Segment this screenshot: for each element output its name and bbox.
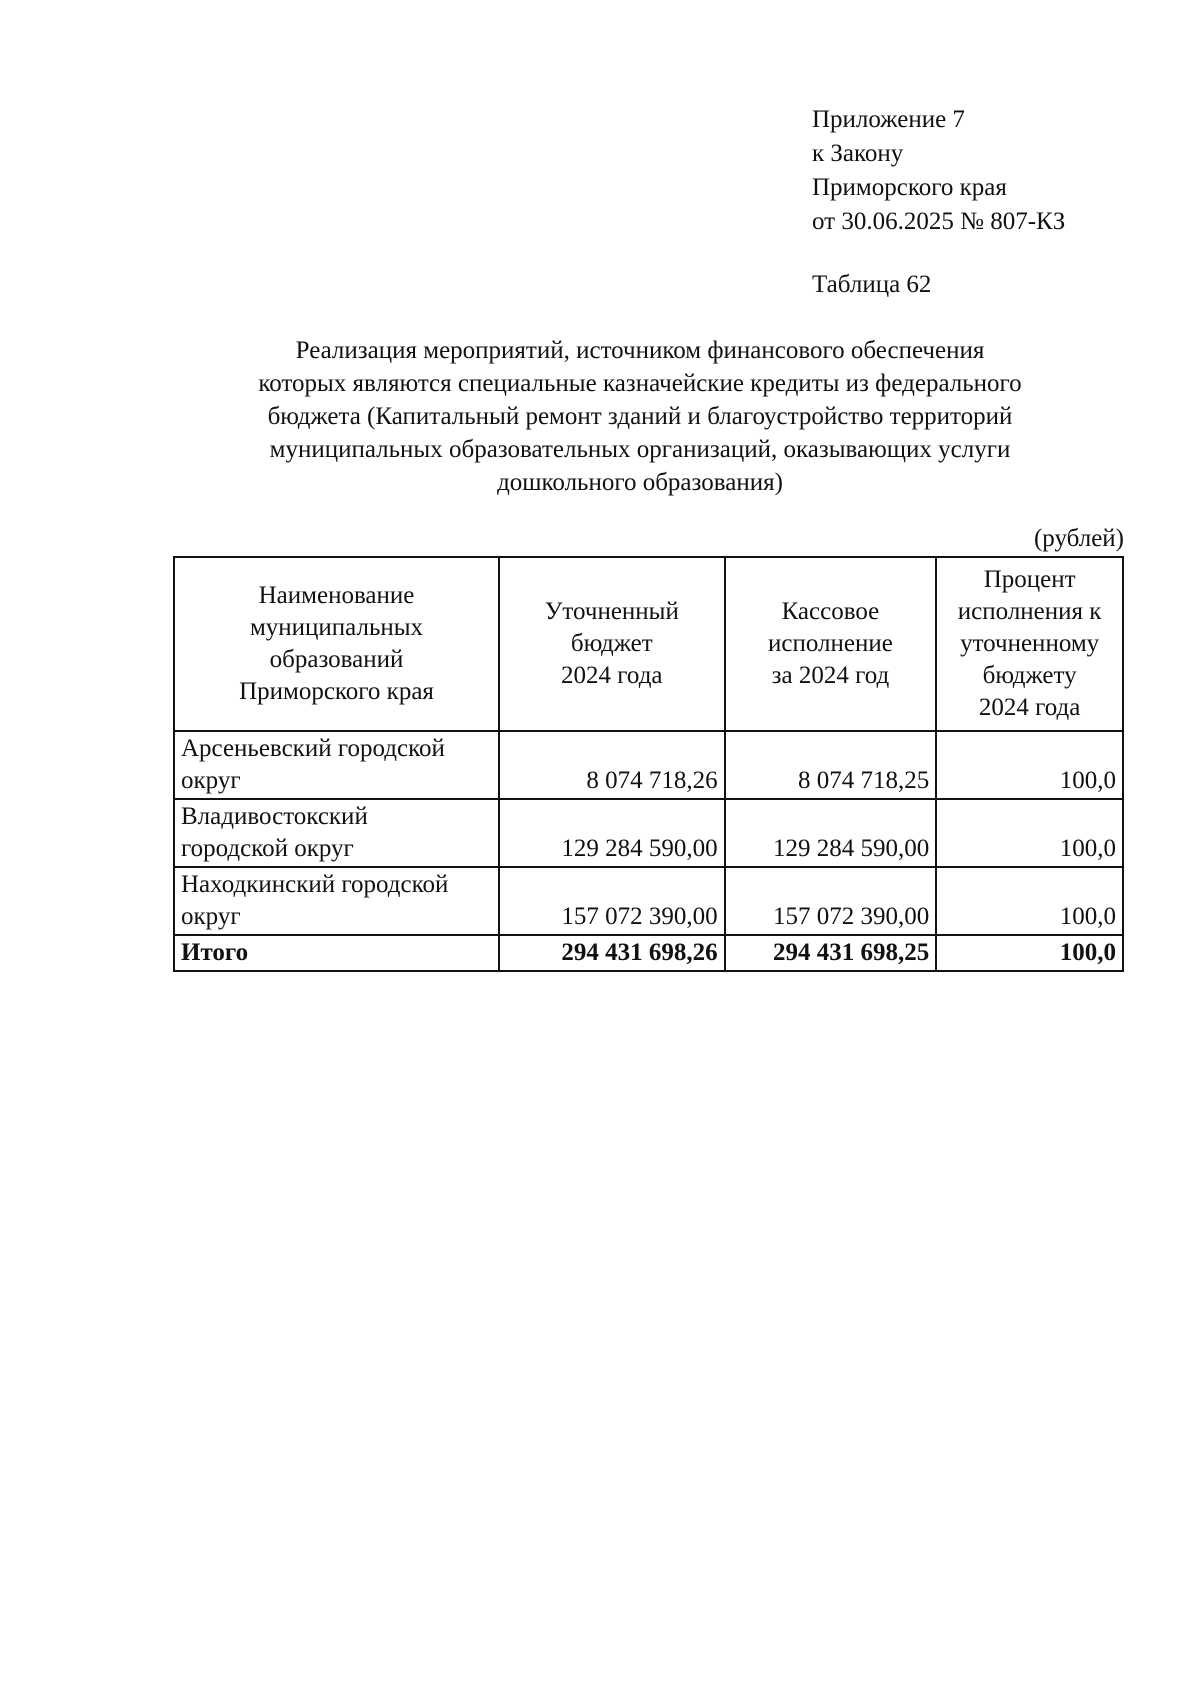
executed-value: 157 072 390,00 <box>725 867 937 935</box>
header-line: Приморского края <box>239 678 434 705</box>
header-line: бюджет <box>570 630 653 657</box>
title-line: которых являются специальные казначейские кредиты из федерального <box>258 370 1022 397</box>
table-number: Таблица 62 <box>812 271 932 298</box>
header-line: уточненному <box>960 630 1100 657</box>
column-header-budget <box>499 557 725 731</box>
total-budget-value: 294 431 698,26 <box>499 935 725 971</box>
name-line: городской округ <box>181 835 354 862</box>
table-row <box>174 731 1123 799</box>
total-percent-value: 100,0 <box>936 935 1123 971</box>
total-row <box>174 935 1123 971</box>
header-line: бюджету <box>982 662 1077 689</box>
title-line: дошкольного образования) <box>497 469 783 496</box>
document-title <box>160 334 1120 499</box>
header-line: Кассовое <box>781 598 880 625</box>
appendix-line: Приложение 7 <box>812 106 965 133</box>
appendix-line: от 30.06.2025 № 807-КЗ <box>812 208 1066 235</box>
name-line: Арсеньевский городской <box>181 735 445 762</box>
name-line: Находкинский городской <box>181 871 449 898</box>
column-header-percent <box>936 557 1123 731</box>
table-row <box>174 799 1123 867</box>
header-line: исполнения к <box>957 598 1102 625</box>
executed-value: 8 074 718,25 <box>725 731 937 799</box>
table-row <box>174 867 1123 935</box>
header-line: Наименование <box>258 582 415 609</box>
header-line: 2024 года <box>561 662 663 689</box>
table-header-row <box>174 557 1123 731</box>
percent-value: 100,0 <box>936 731 1123 799</box>
total-label: Итого <box>174 935 499 971</box>
header-line: исполнение <box>767 630 893 657</box>
header-line: за 2024 год <box>771 662 890 689</box>
title-line: бюджета (Капитальный ремонт зданий и благоустройство территорий <box>267 403 1013 430</box>
appendix-reference <box>812 103 1065 239</box>
total-executed-value: 294 431 698,25 <box>725 935 937 971</box>
municipality-name <box>174 867 499 935</box>
budget-value: 8 074 718,26 <box>499 731 725 799</box>
header-line: Уточненный <box>544 598 679 625</box>
header-line: 2024 года <box>978 694 1081 721</box>
name-line: округ <box>181 903 241 930</box>
header-line: образований <box>269 646 404 673</box>
title-line: муниципальных образовательных организаций, оказывающих услуги <box>269 436 1011 463</box>
header-line: Процент <box>983 566 1076 593</box>
units-label: (рублей) <box>1033 525 1124 552</box>
header-line: муниципальных <box>249 614 424 641</box>
budget-value: 157 072 390,00 <box>499 867 725 935</box>
municipality-name <box>174 799 499 867</box>
percent-value: 100,0 <box>936 867 1123 935</box>
budget-table <box>173 556 1124 972</box>
appendix-line: Приморского края <box>812 174 1007 201</box>
column-header-executed <box>725 557 937 731</box>
budget-value: 129 284 590,00 <box>499 799 725 867</box>
percent-value: 100,0 <box>936 799 1123 867</box>
column-header-municipality <box>174 557 499 731</box>
name-line: округ <box>181 767 241 794</box>
appendix-line: к Закону <box>812 140 904 167</box>
executed-value: 129 284 590,00 <box>725 799 937 867</box>
municipality-name <box>174 731 499 799</box>
title-line: Реализация мероприятий, источником финансового обеспечения <box>295 337 985 364</box>
name-line: Владивостокский <box>181 803 368 830</box>
